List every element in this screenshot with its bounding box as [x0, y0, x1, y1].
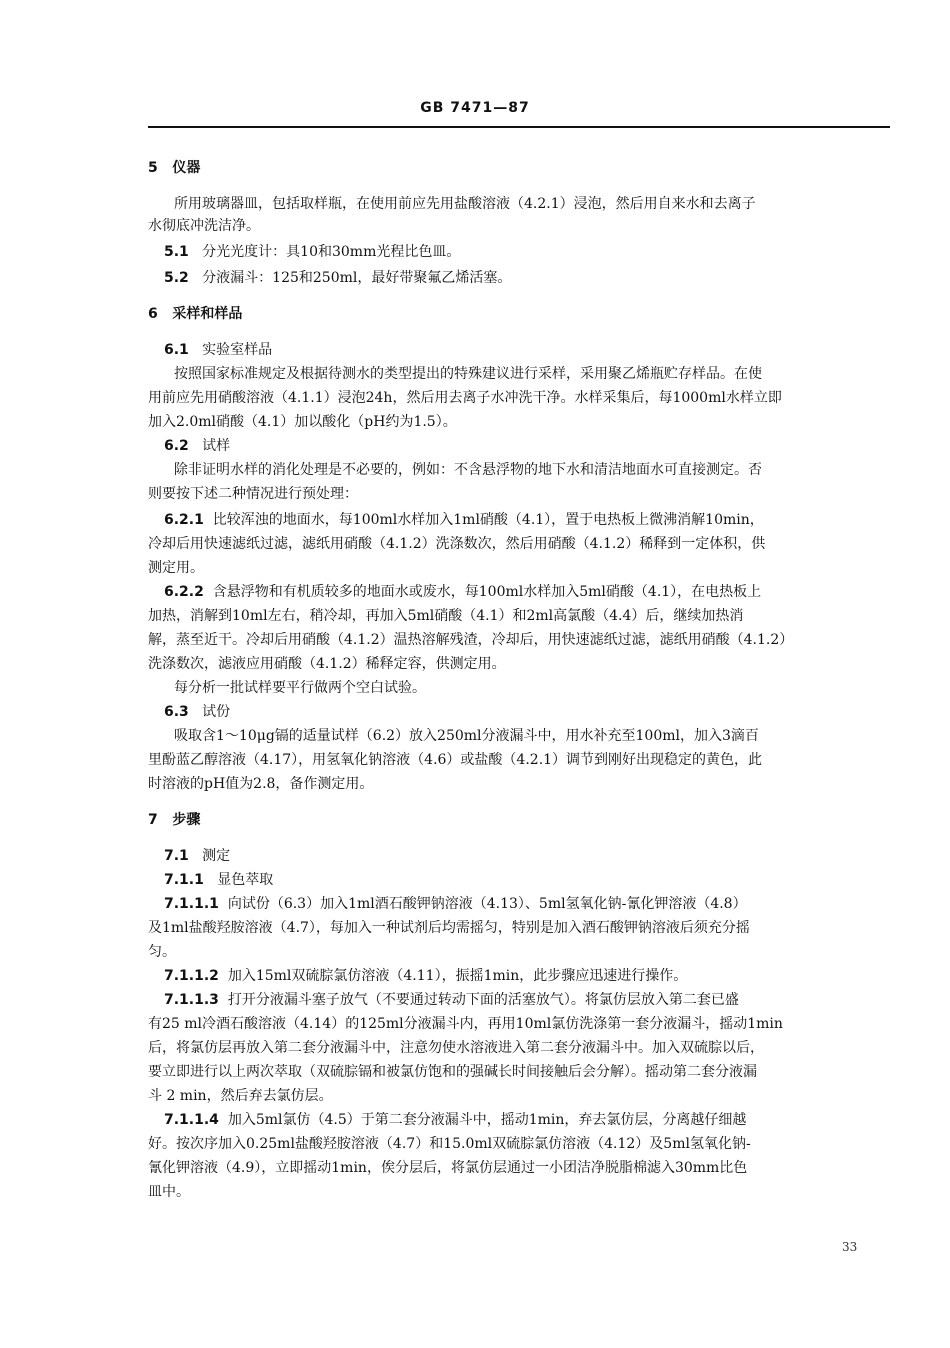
section-6-2-heading: 6.2 试样: [164, 438, 231, 454]
section-7-heading: 7 步骤: [148, 812, 201, 828]
section-5-heading: 5 仪器: [148, 160, 201, 176]
section-7-1-1-1-line: 匀。: [148, 944, 176, 960]
section-7-1-1-3-line: 斗 2 min，然后弃去氯仿层。: [148, 1088, 333, 1104]
section-6-3-heading: 6.3 试份: [164, 704, 231, 720]
section-5-intro-line: 水彻底冲洗洁净。: [148, 218, 260, 234]
blank-test-note: 每分析一批试样要平行做两个空白试验。: [174, 680, 426, 696]
section-7-1-1-4-line: 7.1.1.4 加入5ml氯仿（4.5）于第二套分液漏斗中，摇动1min，弃去氯仿层，分离越仔细越: [164, 1112, 747, 1128]
section-7-1-1-3-line: 7.1.1.3 打开分液漏斗塞子放气（不要通过转动下面的活塞放气）。将氯仿层放入第二套已盛: [164, 992, 739, 1008]
section-7-1-1-3-line: 后，将氯仿层再放入第二套分液漏斗中，注意勿使水溶液进入第二套分液漏斗中。加入双硫腙以后，: [148, 1040, 764, 1056]
section-7-1-heading: 7.1 测定: [164, 848, 231, 864]
section-6-3-line: 里酚蓝乙醇溶液（4.17），用氢氧化钠溶液（4.6）或盐酸（4.2.1）调节到刚好出现稳定的黄色，此: [148, 752, 763, 768]
section-6-2-2-line: 洗涤数次，滤液应用硝酸（4.1.2）稀释定容，供测定用。: [148, 656, 506, 672]
section-7-1-1-1-line: 7.1.1.1 向试份（6.3）加入1ml酒石酸钾钠溶液（4.13）、5ml氢氧化钠-氰化钾溶液（4.8）: [164, 896, 747, 912]
section-6-2-1-line: 测定用。: [148, 560, 204, 576]
section-7-1-1-4-line: 氰化钾溶液（4.9），立即摇动1min，俟分层后，将氯仿层通过一小团洁净脱脂棉滤入30mm比色: [148, 1160, 748, 1176]
section-7-1-1-1-line: 及1ml盐酸羟胺溶液（4.7），每加入一种试剂后均需摇匀，特别是加入酒石酸钾钠溶液后须充分摇: [148, 920, 750, 936]
section-6-1-line: 加入2.0ml硝酸（4.1）加以酸化（pH约为1.5）。: [148, 414, 457, 430]
standard-number: GB 7471—87: [420, 100, 530, 116]
section-6-2-2-line: 加热，消解到10ml左右，稍冷却，再加入5ml硝酸（4.1）和2ml高氯酸（4.4）后，继续加热消: [148, 608, 744, 624]
section-6-3-line: 吸取含1～10μg镉的适量试样（6.2）放入250ml分液漏斗中，用水补充至100ml，加入3滴百: [174, 728, 759, 744]
section-7-1-1-4-line: 好。按次序加入0.25ml盐酸羟胺溶液（4.7）和15.0ml双硫腙氯仿溶液（4.12）及5ml氢氧化钠-: [148, 1136, 751, 1152]
section-6-2-1-line: 6.2.1 比较浑浊的地面水，每100ml水样加入1ml硝酸（4.1），置于电热板上微沸消解10min，: [164, 512, 764, 528]
section-6-1-line: 按照国家标准规定及根据待测水的类型提出的特殊建议进行采样，采用聚乙烯瓶贮存样品。在使: [174, 366, 762, 382]
section-5-1: 5.1 分光光度计：具10和30mm光程比色皿。: [164, 244, 461, 260]
section-6-1-line: 用前应先用硝酸溶液（4.1.1）浸泡24h，然后用去离子水冲洗干净。水样采集后，每1000ml水样立即: [148, 390, 782, 406]
section-6-2-line: 则要按下述二种情况进行预处理：: [148, 486, 358, 502]
section-6-2-2-line: 解，蒸至近干。冷却后用硝酸（4.1.2）温热溶解残渣，冷却后，用快速滤纸过滤，滤纸用硝酸（4.1.2）: [148, 632, 794, 648]
section-6-heading: 6 采样和样品: [148, 306, 243, 322]
section-5-2: 5.2 分液漏斗：125和250ml，最好带聚氟乙烯活塞。: [164, 270, 512, 286]
section-7-1-1-3-line: 有25 ml冷酒石酸溶液（4.14）的125ml分液漏斗内，再用10ml氯仿洗涤第一套分液漏斗，摇动1min: [148, 1016, 783, 1032]
section-7-1-1-2-line: 7.1.1.2 加入15ml双硫腙氯仿溶液（4.11），振摇1min，此步骤应迅速进行操作。: [164, 968, 688, 984]
section-7-1-1-3-line: 要立即进行以上两次萃取（双硫腙镉和被氯仿饱和的强碱长时间接触后会分解）。摇动第二套分液漏: [148, 1064, 757, 1080]
section-6-2-line: 除非证明水样的消化处理是不必要的，例如：不含悬浮物的地下水和清洁地面水可直接测定。否: [174, 462, 762, 478]
header-rule: [148, 126, 890, 128]
section-5-intro-line: 所用玻璃器皿，包括取样瓶，在使用前应先用盐酸溶液（4.2.1）浸泡，然后用自来水和去离子: [174, 196, 756, 212]
section-7-1-1-heading: 7.1.1 显色萃取: [164, 872, 274, 888]
page-number: 33: [842, 1240, 858, 1254]
section-6-1-heading: 6.1 实验室样品: [164, 342, 273, 358]
section-6-2-1-line: 冷却后用快速滤纸过滤，滤纸用硝酸（4.1.2）洗涤数次，然后用硝酸（4.1.2）稀释到一定体积，供: [148, 536, 766, 552]
section-6-2-2-line: 6.2.2 含悬浮物和有机质较多的地面水或废水，每100ml水样加入5ml硝酸（4.1），在电热板上: [164, 584, 762, 600]
section-6-3-line: 时溶液的pH值为2.8，备作测定用。: [148, 776, 374, 792]
section-7-1-1-4-line: 皿中。: [148, 1184, 190, 1200]
